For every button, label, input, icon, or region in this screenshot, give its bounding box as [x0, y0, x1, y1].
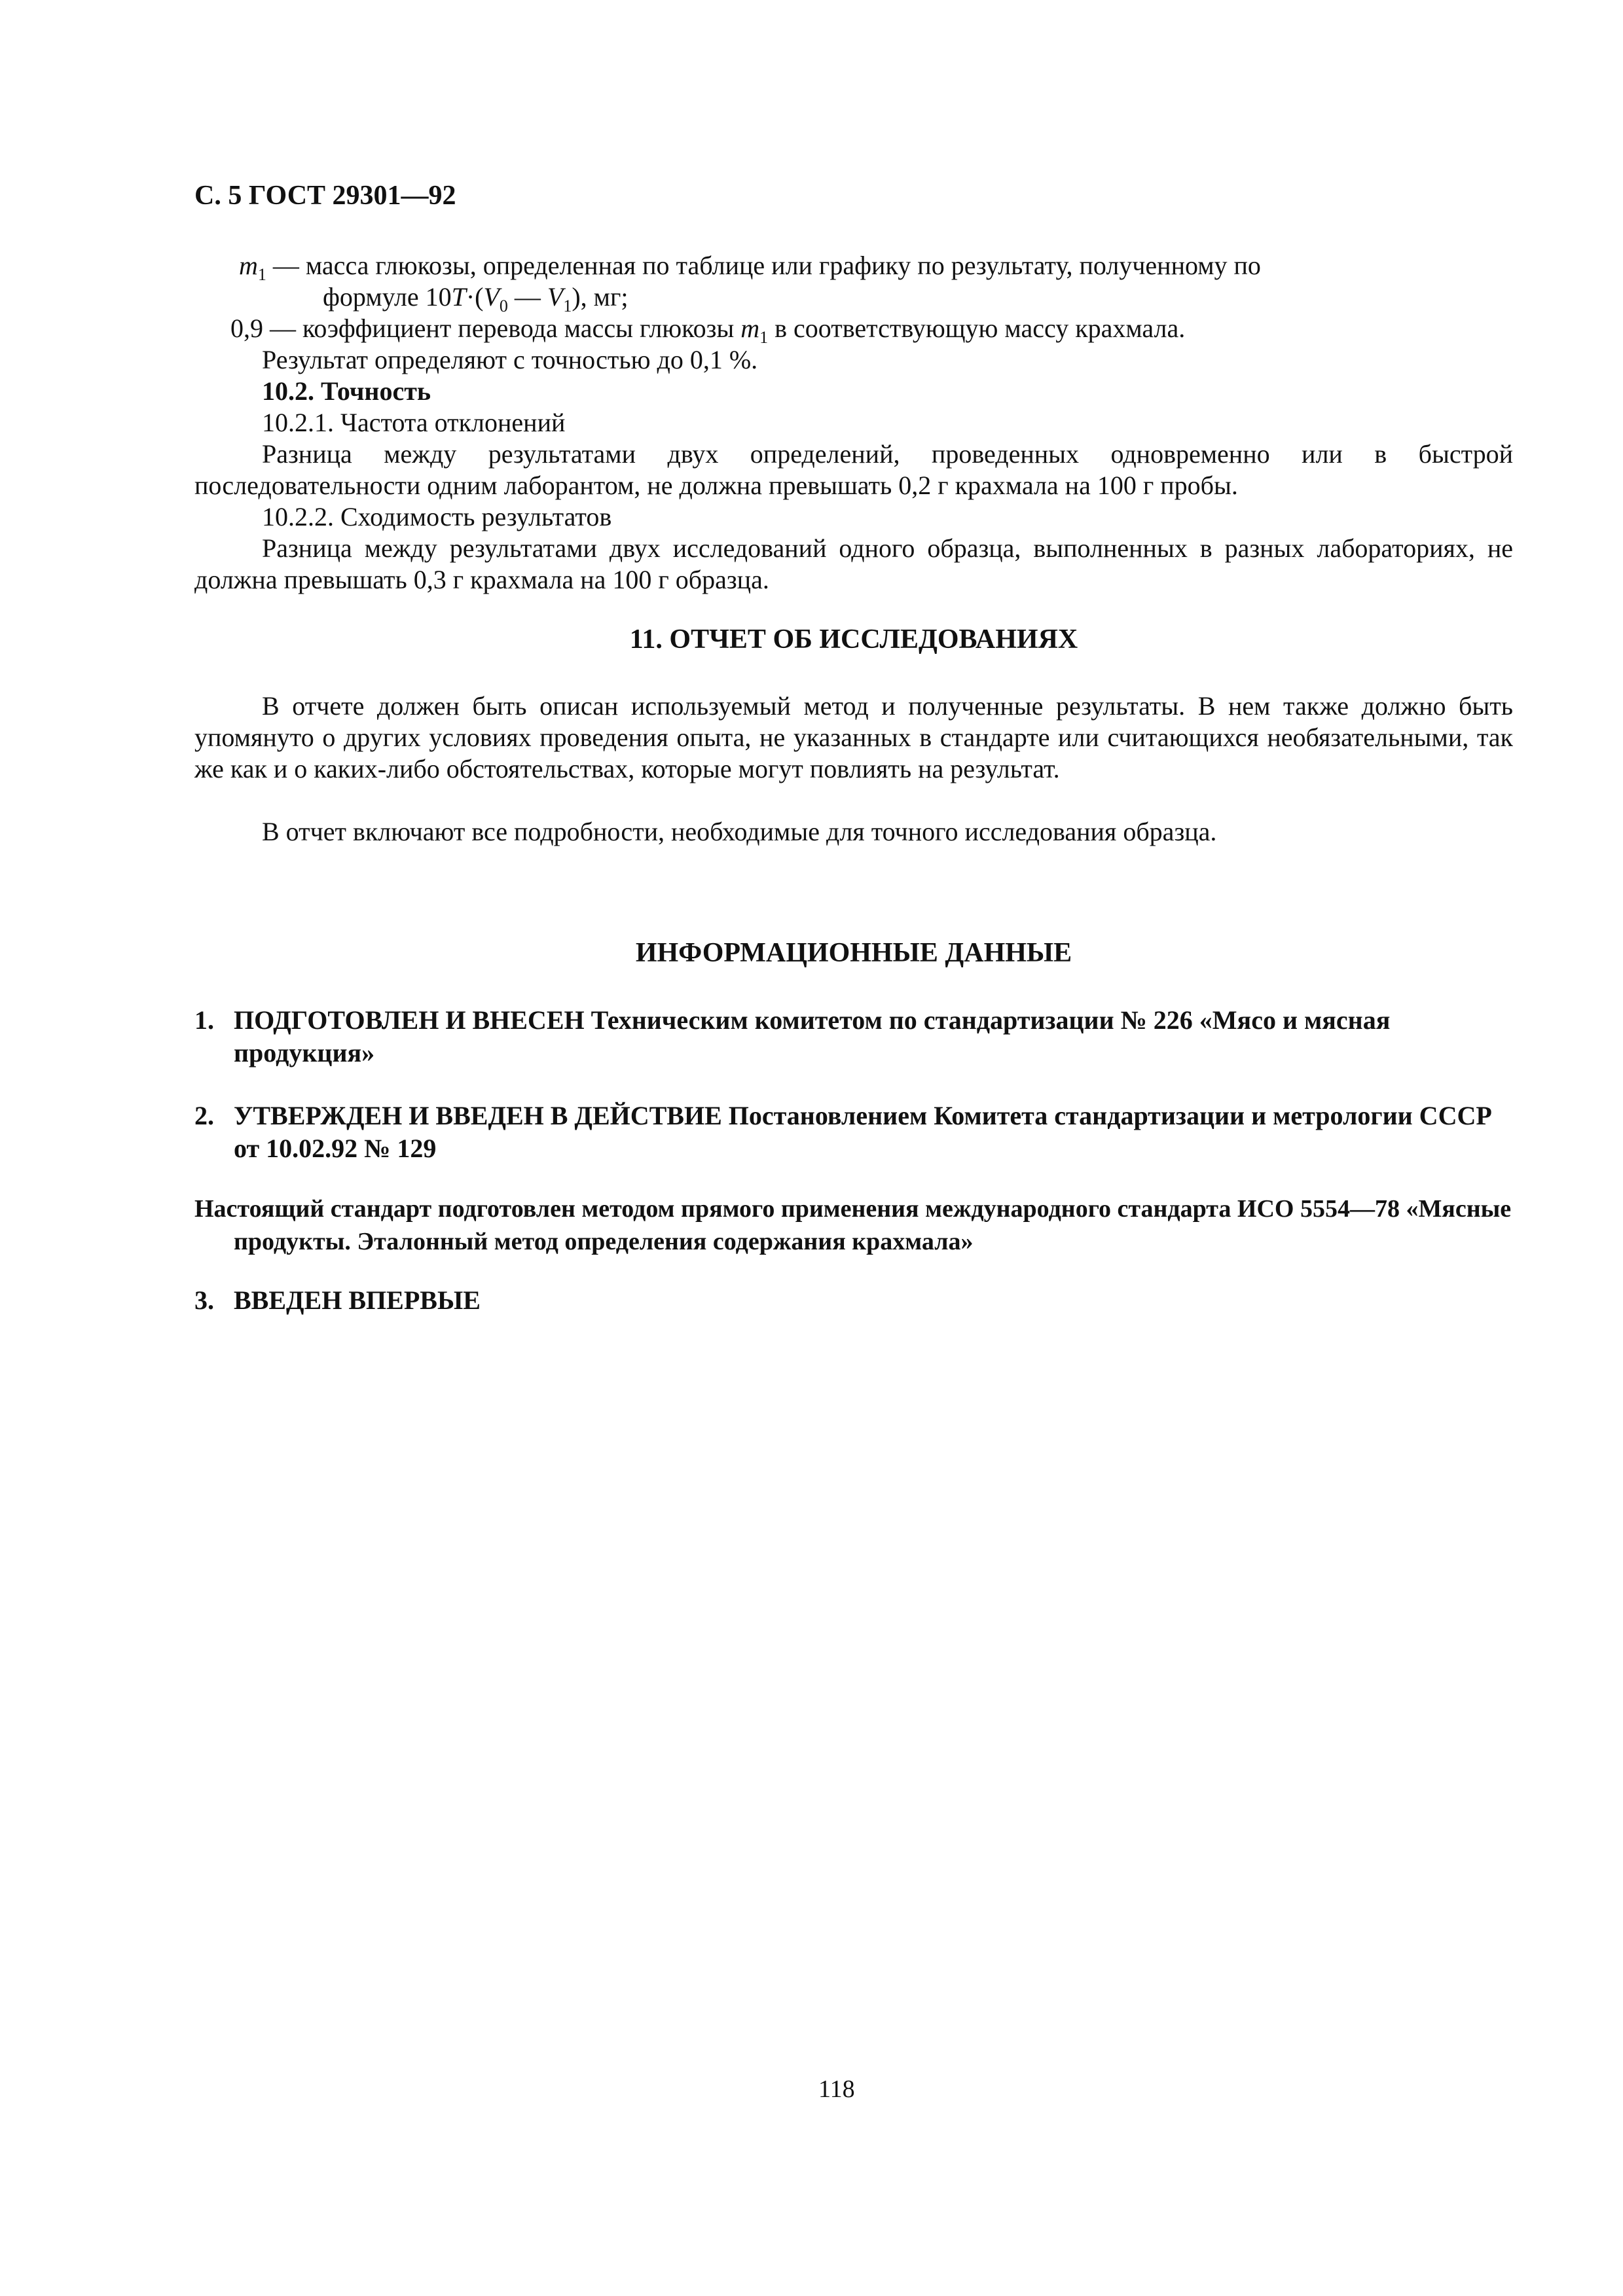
formula-T: T	[451, 282, 466, 312]
formula-V1-sub: 1	[563, 296, 572, 315]
info-item-2	[194, 1100, 1513, 1165]
info-item-2-num: 2.	[194, 1101, 214, 1130]
formula-def-coefficient	[230, 313, 1186, 347]
accuracy-line: Результат определяют с точностью до 0,1 %.	[262, 345, 758, 374]
section-11-para-2: В отчет включают все подробности, необходимые для точного исследования образца.	[262, 817, 1217, 846]
section-10-2-2-title: 10.2.2. Сходимость результатов	[262, 502, 612, 531]
formula-suffix: ), мг;	[572, 282, 629, 312]
formula-minus: —	[507, 282, 547, 312]
info-item-3-num: 3.	[194, 1285, 214, 1315]
info-item-1-text: ПОДГОТОВЛЕН И ВНЕСЕН Техническим комитетом по стандартизации № 226 «Мясо и мясная продукция»	[234, 1005, 1391, 1067]
section-10-2-title: 10.2. Точность	[262, 376, 431, 406]
section-11-title: 11. ОТЧЕТ ОБ ИССЛЕДОВАНИЯХ	[629, 624, 1078, 655]
section-10-2-2-text: Разница между результатами двух исследований одного образца, выполненных в разных лабораториях, не должна превышать 0,3 г крахмала на 100 г образца.	[194, 533, 1513, 594]
formula-def-m1-cont	[323, 281, 629, 313]
formula-V0: V	[483, 282, 500, 312]
info-note: Настоящий стандарт подготовлен методом прямого применения международного стандарта ИСО 5554—78 «Мясные продукты. Эталонный метод определения содержания крахмала»	[194, 1195, 1512, 1255]
info-item-3	[194, 1284, 1513, 1317]
info-title: ИНФОРМАЦИОННЫЕ ДАННЫЕ	[635, 938, 1072, 968]
page-header: С. 5 ГОСТ 29301—92	[194, 181, 456, 211]
m1-symbol: m	[239, 251, 258, 280]
info-item-1-num: 1.	[194, 1005, 214, 1035]
m1-sub: 1	[257, 265, 266, 284]
formula-V1: V	[547, 282, 564, 312]
formula-open: ·(	[465, 282, 484, 312]
coef-m: m	[740, 314, 760, 343]
m1-def-text: — масса глюкозы, определенная по таблице или графику по результату, полученному по	[266, 251, 1261, 280]
page-number: 118	[818, 2075, 855, 2103]
coef-text-a: 0,9 — коэффициент перевода массы глюкозы	[230, 314, 741, 343]
formula-prefix: формуле 10	[323, 282, 452, 312]
coef-text-b: в соответствующую массу крахмала.	[768, 314, 1186, 343]
info-item-3-text: ВВЕДЕН ВПЕРВЫЕ	[234, 1285, 481, 1315]
formula-def-m1	[239, 250, 1261, 284]
section-11-para-1: В отчете должен быть описан используемый метод и полученные результаты. В нем также должно быть упомянуто о других условиях проведения опыта, не указанных в стандарте или считающихся необязательными, так же как и о каких-либо обстоятельствах, которые могут повлиять на результат.	[194, 691, 1513, 783]
section-10-2-1-text: Разница между результатами двух определений, проведенных одновременно или в быстрой последовательности одним лаборантом, не должна превышать 0,2 г крахмала на 100 г пробы.	[194, 439, 1513, 500]
coef-m-sub: 1	[759, 328, 769, 347]
info-item-1	[194, 1004, 1513, 1069]
formula-V0-sub: 0	[499, 296, 508, 315]
info-item-2-text: УТВЕРЖДЕН И ВВЕДЕН В ДЕЙСТВИЕ Постановлением Комитета стандартизации и метрологии СССР от 10.02.92 № 129	[234, 1101, 1492, 1163]
section-10-2-1-title: 10.2.1. Частота отклонений	[262, 408, 566, 437]
